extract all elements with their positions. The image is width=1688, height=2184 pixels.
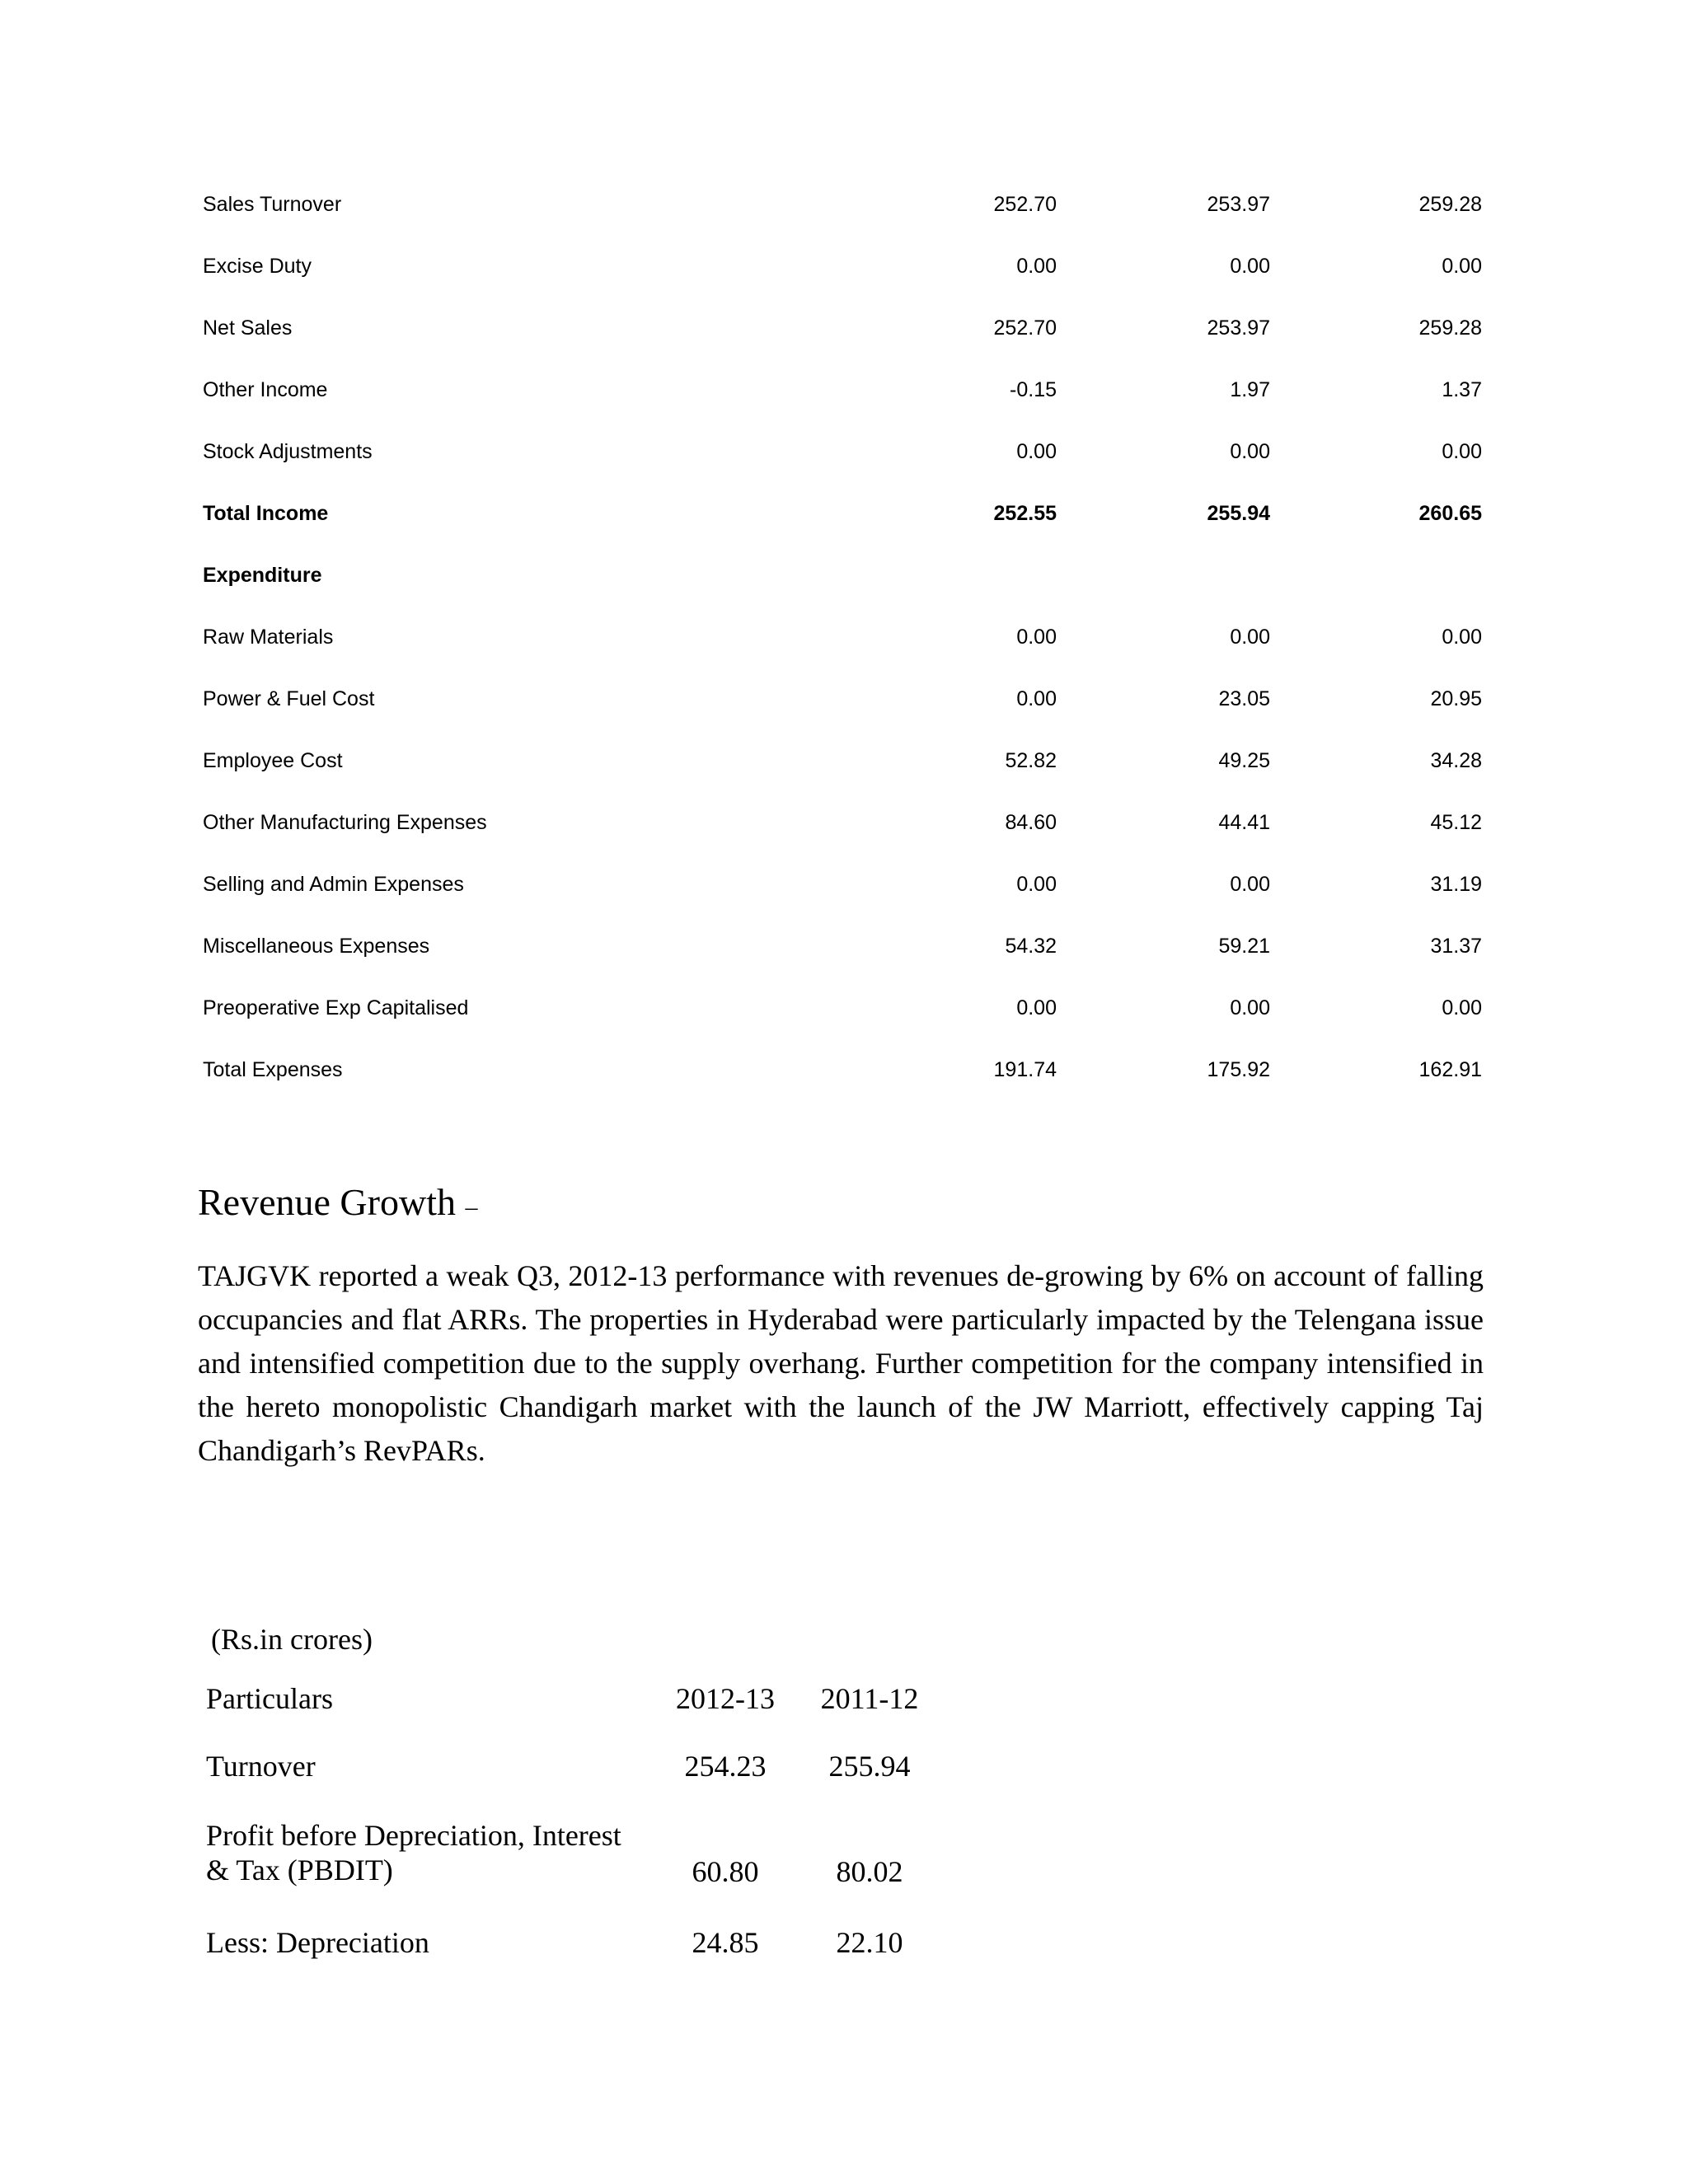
row-label: Employee Cost — [203, 749, 343, 772]
value-col-2: 49.25 — [1218, 749, 1270, 772]
value-col-2: 23.05 — [1218, 687, 1270, 710]
value-col-1: 0.00 — [1016, 626, 1057, 649]
value-col-2: 175.92 — [1207, 1058, 1270, 1081]
value-col-1: -0.15 — [1010, 378, 1057, 401]
row-label: Miscellaneous Expenses — [203, 935, 430, 958]
summary-row — [206, 1925, 1030, 1966]
financials-table — [203, 183, 1482, 1110]
header-year-1: 2012-13 — [676, 1682, 775, 1715]
value-col-2: 44.41 — [1218, 811, 1270, 834]
value-col-2: 0.00 — [1230, 626, 1270, 649]
table-row-total-income — [203, 492, 1482, 554]
table-row — [203, 307, 1482, 368]
row-label: Other Income — [203, 378, 328, 401]
value-col-3: 259.28 — [1418, 193, 1482, 216]
summary-value-2: 22.10 — [836, 1926, 903, 1959]
value-col-1: 191.74 — [993, 1058, 1057, 1081]
summary-row — [206, 1749, 1030, 1790]
row-label: Total Expenses — [203, 1058, 343, 1081]
value-col-2: 59.21 — [1218, 935, 1270, 958]
value-col-3: 34.28 — [1430, 749, 1482, 772]
value-col-2: 0.00 — [1230, 440, 1270, 463]
section-label: Expenditure — [203, 564, 322, 587]
row-label: Stock Adjustments — [203, 440, 373, 463]
summary-value-1: 24.85 — [692, 1926, 759, 1959]
value-col-3: 0.00 — [1442, 255, 1482, 278]
value-col-1: 54.32 — [1005, 935, 1057, 958]
value-col-1: 52.82 — [1005, 749, 1057, 772]
value-col-2: 253.97 — [1207, 193, 1270, 216]
table-row — [203, 430, 1482, 492]
header-particulars: Particulars — [206, 1682, 333, 1715]
table-row — [203, 183, 1482, 245]
value-col-2: 1.97 — [1230, 378, 1270, 401]
header-year-2: 2011-12 — [820, 1682, 919, 1715]
value-col-1: 0.00 — [1016, 996, 1057, 1019]
value-col-3: 0.00 — [1442, 996, 1482, 1019]
row-label: Total Income — [203, 502, 329, 525]
value-col-3: 259.28 — [1418, 316, 1482, 340]
value-col-1: 84.60 — [1005, 811, 1057, 834]
value-col-3: 20.95 — [1430, 687, 1482, 710]
value-col-3: 31.37 — [1430, 935, 1482, 958]
value-col-3: 31.19 — [1430, 873, 1482, 896]
summary-value-1: 60.80 — [692, 1855, 759, 1888]
row-label: Other Manufacturing Expenses — [203, 811, 487, 834]
value-col-3: 0.00 — [1442, 626, 1482, 649]
value-col-2: 0.00 — [1230, 996, 1270, 1019]
unit-note: (Rs.in crores) — [211, 1623, 373, 1656]
value-col-3: 260.65 — [1418, 502, 1482, 525]
table-row — [203, 245, 1482, 307]
table-section-heading — [203, 554, 1299, 616]
summary-value-2: 80.02 — [836, 1855, 903, 1888]
value-col-2: 255.94 — [1207, 502, 1270, 525]
value-col-2: 253.97 — [1207, 316, 1270, 340]
summary-value-1: 254.23 — [684, 1750, 767, 1783]
row-label: Excise Duty — [203, 255, 312, 278]
table-row — [203, 801, 1482, 863]
value-col-1: 0.00 — [1016, 255, 1057, 278]
table-row — [203, 987, 1482, 1048]
value-col-3: 45.12 — [1430, 811, 1482, 834]
value-col-1: 252.70 — [993, 316, 1057, 340]
section-heading — [198, 1180, 477, 1224]
table-row — [203, 616, 1482, 677]
row-label: Net Sales — [203, 316, 293, 340]
table-row — [203, 739, 1482, 801]
table-row — [203, 1048, 1482, 1110]
value-col-1: 0.00 — [1016, 440, 1057, 463]
row-label: Sales Turnover — [203, 193, 342, 216]
table-row — [203, 677, 1482, 739]
value-col-1: 252.70 — [993, 193, 1057, 216]
row-label: Selling and Admin Expenses — [203, 873, 464, 896]
body-paragraph: TAJGVK reported a weak Q3, 2012-13 performance with revenues de-growing by 6% on account of falling occupancies and flat ARRs. The properties in Hyderabad were particularly impacted by the Telengana issue and intensified competition due to the supply overhang. Further competition for the company intensified in the hereto monopolistic Chandigarh market with the launch of the JW Marriott, effectively capping Taj Chandigarh’s RevPARs. — [198, 1259, 1484, 1467]
value-col-3: 1.37 — [1442, 378, 1482, 401]
summary-row-label: Profit before Depreciation, Interest & Tax (PBDIT) — [206, 1819, 621, 1886]
section-title-text: Revenue Growth — [198, 1181, 456, 1223]
value-col-3: 162.91 — [1418, 1058, 1482, 1081]
table-row — [203, 925, 1482, 987]
value-col-1: 0.00 — [1016, 687, 1057, 710]
section-title-dash: – — [465, 1193, 478, 1221]
table-row — [203, 368, 1482, 430]
summary-row-label: Turnover — [206, 1750, 316, 1783]
summary-value-2: 255.94 — [828, 1750, 911, 1783]
value-col-1: 252.55 — [993, 502, 1057, 525]
value-col-2: 0.00 — [1230, 873, 1270, 896]
summary-row-label: Less: Depreciation — [206, 1926, 429, 1959]
row-label: Preoperative Exp Capitalised — [203, 996, 469, 1019]
value-col-1: 0.00 — [1016, 873, 1057, 896]
row-label: Power & Fuel Cost — [203, 687, 375, 710]
value-col-3: 0.00 — [1442, 440, 1482, 463]
summary-header-row — [206, 1681, 1030, 1722]
value-col-2: 0.00 — [1230, 255, 1270, 278]
table-row — [203, 863, 1482, 925]
summary-row — [206, 1818, 1030, 1892]
row-label: Raw Materials — [203, 626, 334, 649]
